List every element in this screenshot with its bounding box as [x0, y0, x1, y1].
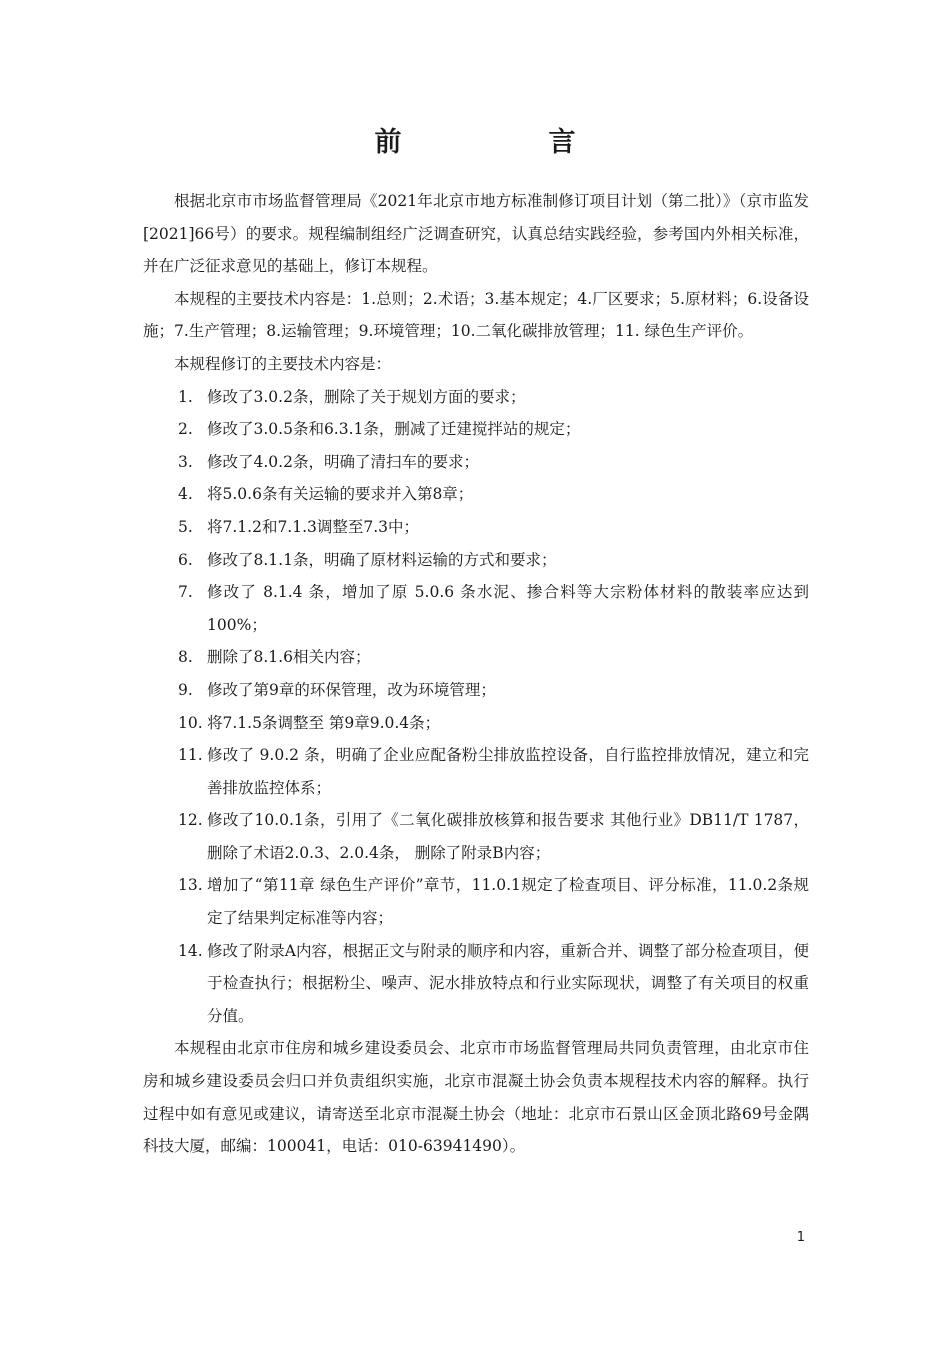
revision-number: 12. [178, 811, 203, 830]
revision-text: 修改了3.0.2条，删除了关于规划方面的要求； [207, 387, 526, 406]
revision-item [178, 544, 809, 577]
revision-item [178, 413, 809, 446]
revision-item [178, 935, 809, 1033]
revision-number: 14. [178, 941, 203, 960]
revision-item [178, 641, 809, 674]
revision-list [143, 381, 809, 1033]
revision-number: 13. [178, 876, 203, 895]
revision-number: 5. [178, 517, 193, 536]
revision-text: 修改了10.0.1条，引用了《二氧化碳排放核算和报告要求 其他行业》DB11/T 1787，删除了术语2.0.3、2.0.4条， 删除了附录B内容； [207, 811, 809, 862]
revision-item [178, 707, 809, 740]
revision-text: 增加了“第11章 绿色生产评价”章节，11.0.1规定了检查项目、评分标准，11.0.2条规定了结果判定标准等内容； [207, 876, 809, 928]
revision-item [178, 381, 809, 414]
intro-paragraph: 根据北京市市场监督管理局《2021年北京市地方标准制修订项目计划（第二批）》（京市监发[2021]66号）的要求。规程编制组经广泛调查研究，认真总结实践经验，参考国内外相关标准，并在广泛征求意见的基础上，修订本规程。 [143, 192, 809, 276]
revision-item [178, 478, 809, 511]
closing-paragraph: 本规程由北京市住房和城乡建设委员会、北京市市场监督管理局共同负责管理，由北京市住房和城乡建设委员会归口并负责组织实施，北京市混凝土协会负责本规程技术内容的解释。执行过程中如有意见或建议，请寄送至北京市混凝土协会（地址：北京市石景山区金顶北路69号金隅科技大厦，邮编：100041，电话：010-63941490）。 [143, 1039, 809, 1156]
revision-number: 2. [178, 420, 193, 439]
revision-intro-paragraph: 本规程修订的主要技术内容是： [174, 354, 392, 373]
revision-number: 3. [178, 452, 193, 471]
revision-number: 4. [178, 485, 193, 504]
revision-number: 1. [178, 387, 193, 406]
revision-text: 修改了第9章的环保管理，改为环境管理； [207, 680, 496, 699]
revision-text: 将7.1.5条调整至 第9章9.0.4条； [207, 713, 441, 732]
revision-text: 修改了 9.0.2 条，明确了企业应配备粉尘排放监控设备，自行监控排放情况，建立和完善排放监控体系； [207, 746, 809, 797]
page-number: 1 [796, 1230, 805, 1245]
revision-text: 修改了 8.1.4 条，增加了原 5.0.6 条水泥、掺合料等大宗粉体材料的散装率应达到100%； [207, 583, 809, 634]
revision-number: 6. [178, 550, 193, 569]
revision-text: 删除了8.1.6相关内容； [207, 648, 371, 667]
main-content-paragraph: 本规程的主要技术内容是：1.总则；2.术语；3.基本规定；4.厂区要求；5.原材料；6.设备设施；7.生产管理；8.运输管理；9.环境管理；10.二氧化碳排放管理；11. 绿色生产评价。 [143, 289, 809, 341]
revision-item [178, 869, 809, 934]
revision-number: 9. [178, 680, 193, 699]
revision-text: 将5.0.6条有关运输的要求并入第8章； [207, 485, 474, 504]
revision-text: 修改了4.0.2条，明确了清扫车的要求； [207, 452, 479, 471]
revision-item [178, 674, 809, 707]
revision-text: 修改了附录A内容，根据正文与附录的顺序和内容，重新合并、调整了部分检查项目，便于检查执行；根据粉尘、噪声、泥水排放特点和行业实际现状，调整了有关项目的权重分值。 [207, 941, 809, 1025]
revision-number: 8. [178, 648, 193, 667]
revision-text: 将7.1.2和7.1.3调整至7.3中； [207, 517, 420, 536]
revision-number: 11. [178, 746, 203, 765]
revision-item [178, 804, 809, 869]
revision-text: 修改了3.0.5条和6.3.1条，删减了迁建搅拌站的规定； [207, 420, 581, 439]
revision-text: 修改了8.1.1条，明确了原材料运输的方式和要求； [207, 550, 557, 569]
document-body [143, 185, 809, 1163]
revision-number: 7. [178, 583, 193, 602]
page-title: 前 言 [374, 127, 636, 158]
revision-number: 10. [178, 713, 203, 732]
revision-item [178, 576, 809, 641]
revision-item [178, 739, 809, 804]
revision-item [178, 511, 809, 544]
revision-item [178, 446, 809, 479]
